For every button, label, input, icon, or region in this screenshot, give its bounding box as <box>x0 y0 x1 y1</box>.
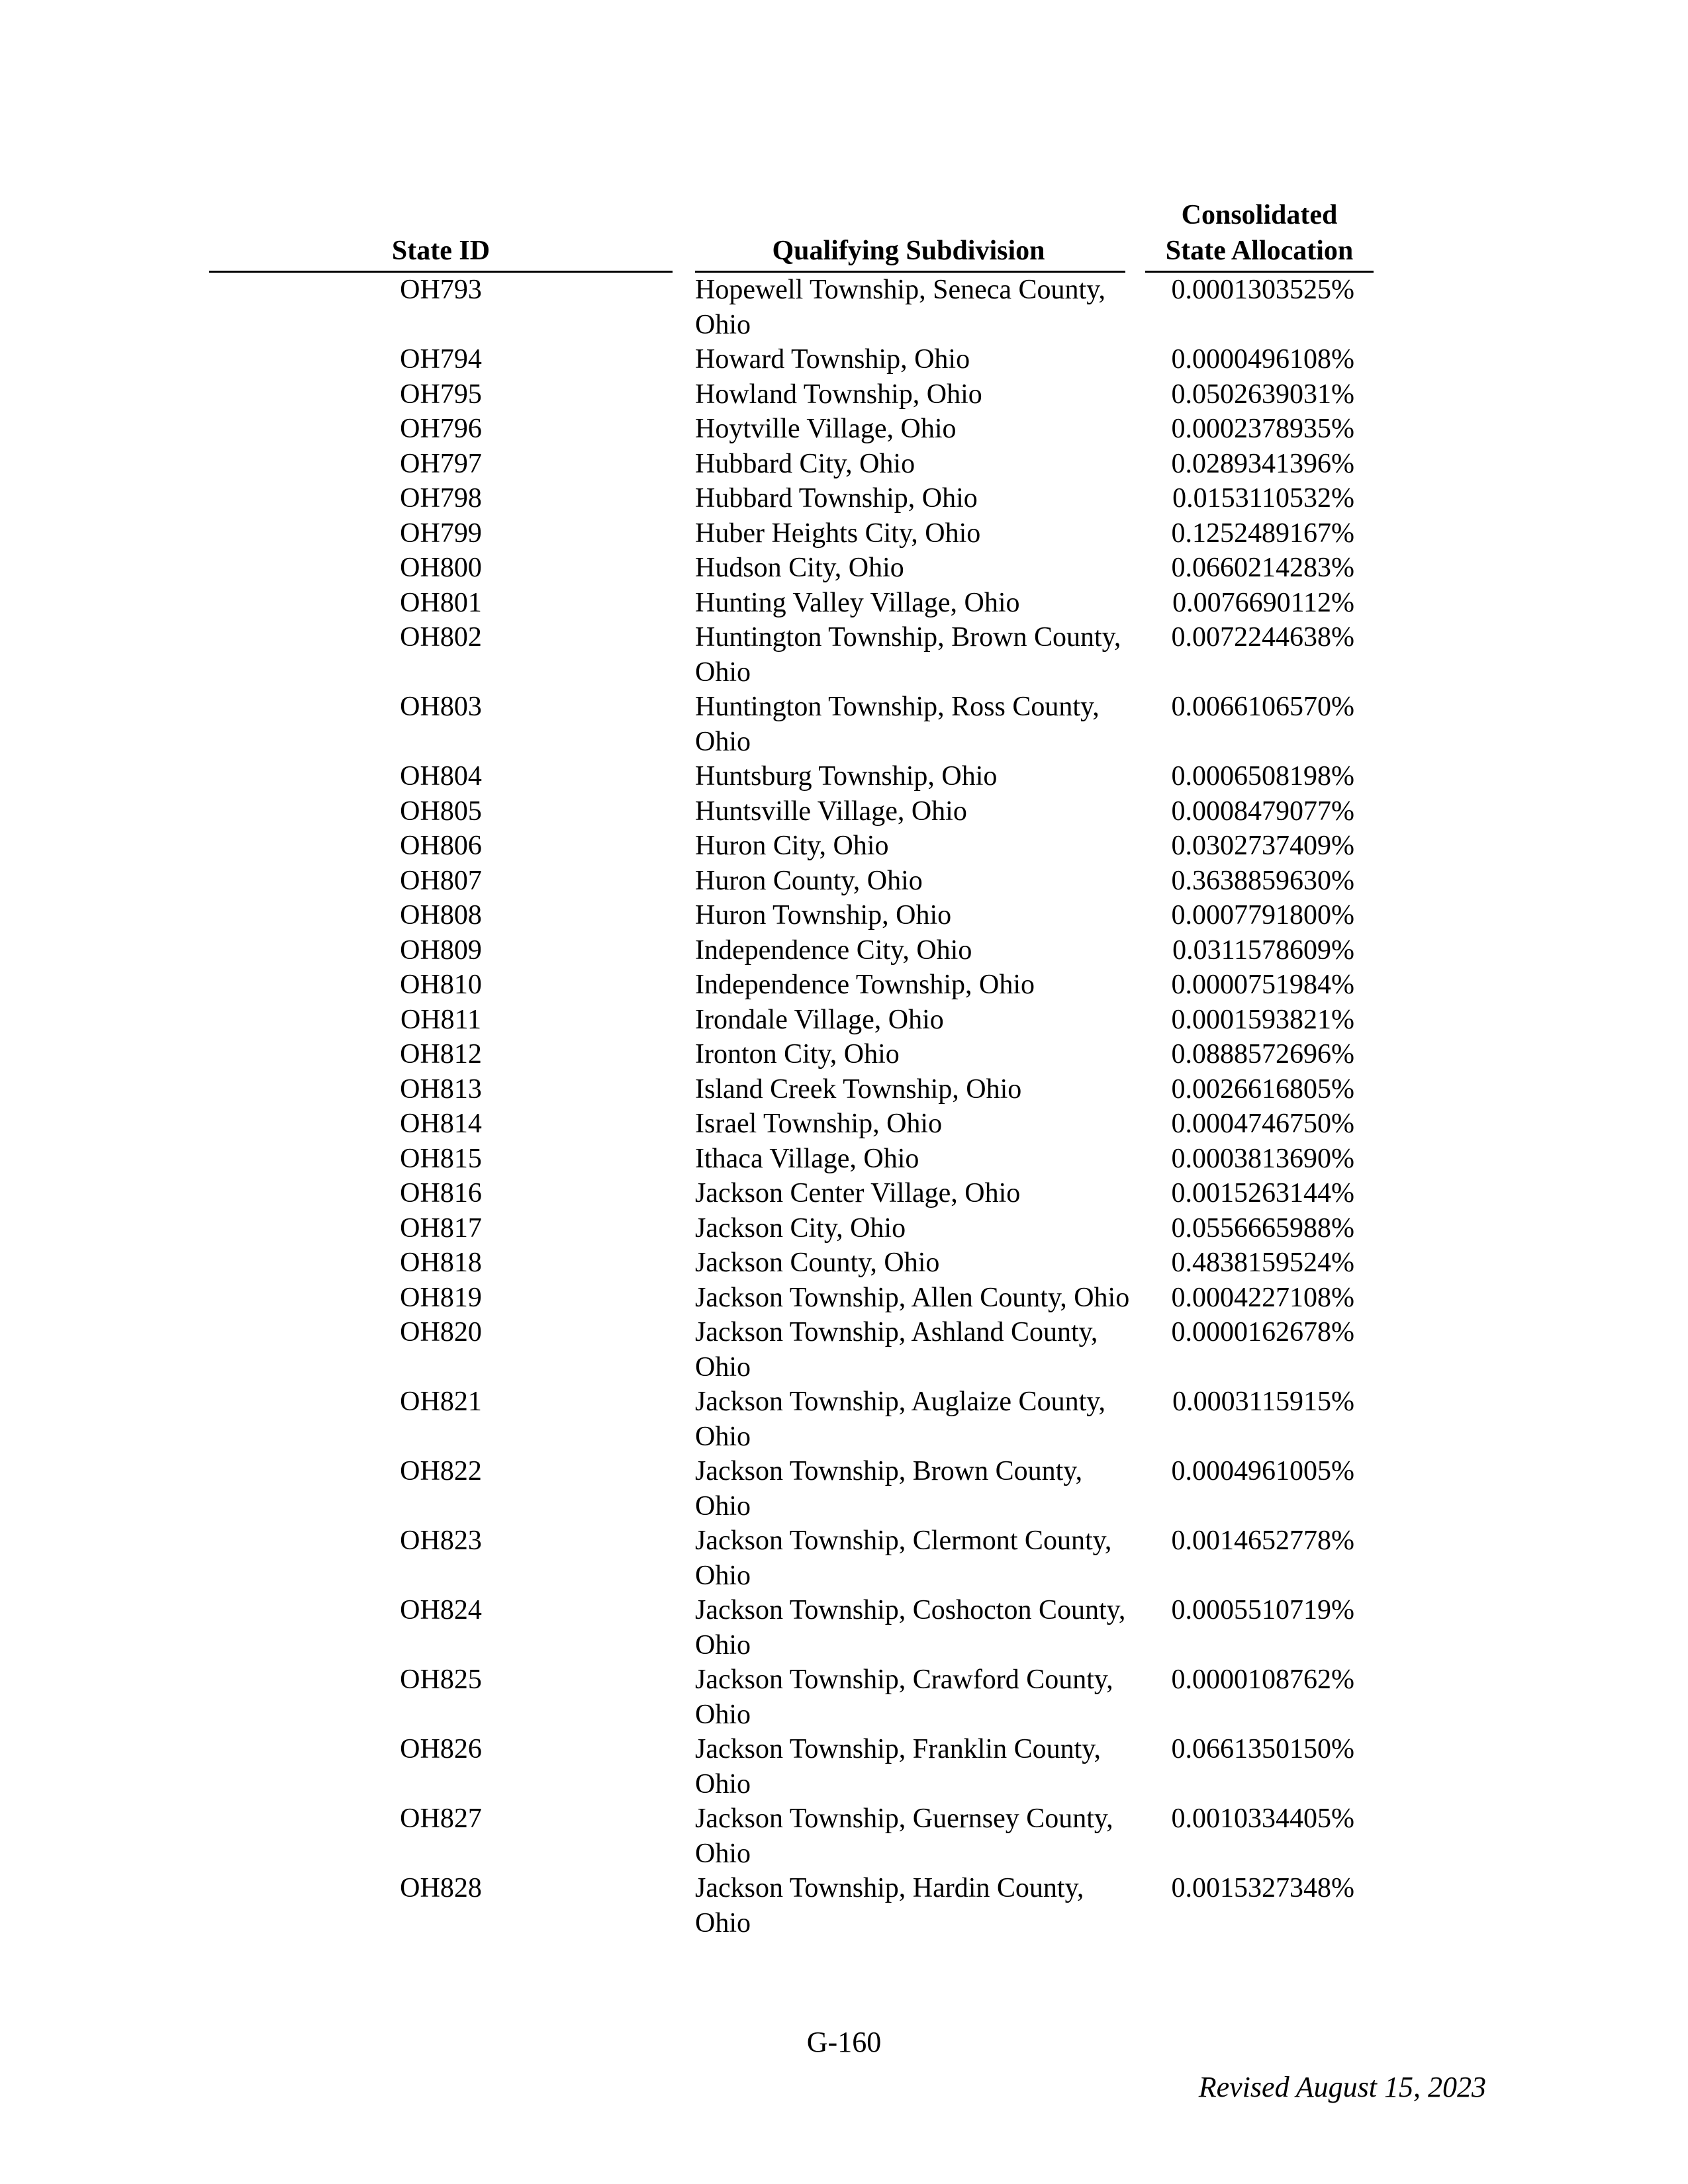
allocation-cell: 0.0888572696% <box>1171 1039 1354 1069</box>
subdivision-cell: Huron Township, Ohio <box>695 900 952 931</box>
table-row <box>0 481 1688 516</box>
allocation-cell: 0.0004746750% <box>1171 1109 1354 1139</box>
table-row <box>0 1315 1688 1385</box>
subdivision-cell: Hoytville Village, Ohio <box>695 414 957 444</box>
subdivision-cell: Jackson Township, Coshocton County, Ohio <box>695 1595 1126 1661</box>
state-id-cell: OH808 <box>400 900 482 931</box>
allocation-cell: 0.0556665988% <box>1171 1212 1354 1244</box>
subdivision-cell: Huntsburg Township, Ohio <box>695 761 998 792</box>
state-id-cell: OH821 <box>400 1387 482 1417</box>
state-id-cell: OH824 <box>400 1595 482 1625</box>
subdivision-cell: Hubbard City, Ohio <box>695 448 915 479</box>
state-id-cell: OH828 <box>400 1873 482 1903</box>
allocation-cell: 0.0006508198% <box>1171 761 1354 792</box>
subdivision-cell: Ithaca Village, Ohio <box>695 1143 919 1174</box>
state-id-cell: OH817 <box>400 1212 482 1244</box>
subdivision-cell: Huber Heights City, Ohio <box>695 518 981 549</box>
subdivision-cell: Huntington Township, Brown County, Ohio <box>695 622 1121 688</box>
state-id-cell: OH805 <box>400 796 482 827</box>
state-id-cell: OH819 <box>400 1282 482 1313</box>
subdivision-cell: Ironton City, Ohio <box>695 1039 900 1069</box>
state-id-cell: OH794 <box>400 344 482 375</box>
subdivision-cell: Hudson City, Ohio <box>695 553 904 583</box>
subdivision-cell: Howard Township, Ohio <box>695 344 970 375</box>
table-row <box>0 551 1688 586</box>
subdivision-cell: Irondale Village, Ohio <box>695 1004 944 1035</box>
state-id-cell: OH804 <box>400 761 482 792</box>
allocation-cell: 0.0008479077% <box>1171 796 1354 827</box>
subdivision-cell: Hubbard Township, Ohio <box>695 483 978 514</box>
subdivision-cell: Jackson Center Village, Ohio <box>695 1178 1021 1208</box>
table-row <box>0 1801 1688 1871</box>
state-id-cell: OH803 <box>400 692 482 722</box>
table-row <box>0 1524 1688 1593</box>
table-row <box>0 1246 1688 1281</box>
table-row <box>0 1211 1688 1246</box>
table-row <box>0 1385 1688 1454</box>
allocation-cell: 0.0000496108% <box>1171 344 1354 375</box>
allocation-cell: 0.0000162678% <box>1171 1317 1354 1347</box>
column-header-allocation-line2: State Allocation <box>1165 236 1354 266</box>
allocation-cell: 0.0004961005% <box>1171 1456 1354 1486</box>
allocation-cell: 0.0660214283% <box>1171 553 1354 583</box>
subdivision-cell: Jackson Township, Crawford County, Ohio <box>695 1664 1113 1730</box>
subdivision-cell: Independence Township, Ohio <box>695 970 1035 1000</box>
subdivision-cell: Jackson City, Ohio <box>695 1212 906 1244</box>
allocation-cell: 0.0289341396% <box>1171 448 1354 479</box>
subdivision-cell: Howland Township, Ohio <box>695 379 982 410</box>
table-row <box>0 794 1688 829</box>
table-row <box>0 898 1688 933</box>
subdivision-cell: Huntsville Village, Ohio <box>695 796 967 827</box>
state-id-cell: OH827 <box>400 1803 482 1834</box>
table-row <box>0 620 1688 690</box>
table-row <box>0 447 1688 482</box>
state-id-cell: OH799 <box>400 518 482 549</box>
allocation-cell: 0.1252489167% <box>1171 518 1354 549</box>
state-id-cell: OH822 <box>400 1456 482 1486</box>
state-id-cell: OH816 <box>400 1178 482 1208</box>
allocation-cell: 0.0015263144% <box>1171 1178 1354 1208</box>
allocation-cell: 0.0000751984% <box>1171 970 1354 1000</box>
table-row <box>0 1281 1688 1316</box>
table-row <box>0 1142 1688 1177</box>
subdivision-cell: Independence City, Ohio <box>695 934 972 966</box>
subdivision-cell: Jackson Township, Hardin County, Ohio <box>695 1873 1084 1938</box>
table-row <box>0 690 1688 759</box>
table-row <box>0 968 1688 1003</box>
allocation-cell: 0.0000108762% <box>1171 1664 1354 1695</box>
table-row <box>0 273 1688 342</box>
allocation-cell: 0.0015327348% <box>1171 1873 1354 1903</box>
state-id-cell: OH812 <box>400 1039 482 1069</box>
state-id-cell: OH800 <box>400 553 482 583</box>
subdivision-cell: Jackson Township, Allen County, Ohio <box>695 1282 1130 1313</box>
table-row <box>0 516 1688 551</box>
state-id-cell: OH820 <box>400 1317 482 1347</box>
table-row <box>0 759 1688 794</box>
state-id-cell: OH806 <box>400 831 482 861</box>
allocation-cell: 0.0005510719% <box>1171 1595 1354 1625</box>
revision-date: Revised August 15, 2023 <box>1198 2071 1486 2103</box>
subdivision-cell: Hunting Valley Village, Ohio <box>695 587 1020 618</box>
subdivision-cell: Huntington Township, Ross County, Ohio <box>695 692 1100 757</box>
table-row <box>0 933 1688 968</box>
allocation-cell: 0.0661350150% <box>1171 1734 1354 1764</box>
allocation-cell: 0.3638859630% <box>1171 865 1354 896</box>
table-row <box>0 864 1688 899</box>
allocation-cell: 0.0153110532% <box>1172 483 1354 514</box>
table-row <box>0 1107 1688 1142</box>
table-row <box>0 1037 1688 1072</box>
table-row <box>0 412 1688 447</box>
state-id-cell: OH814 <box>400 1109 482 1139</box>
state-id-cell: OH807 <box>400 865 482 896</box>
allocation-cell: 0.0014652778% <box>1171 1525 1354 1556</box>
table-row <box>0 377 1688 412</box>
state-id-cell: OH795 <box>400 379 482 410</box>
table-row <box>0 829 1688 864</box>
state-id-cell: OH826 <box>400 1734 482 1764</box>
state-id-cell: OH811 <box>400 1004 482 1035</box>
page-number: G-160 <box>806 2026 882 2058</box>
subdivision-cell: Huron County, Ohio <box>695 865 923 896</box>
allocation-cell: 0.0001303525% <box>1171 275 1354 305</box>
allocation-cell: 0.0007791800% <box>1171 900 1354 931</box>
allocation-table-body <box>0 273 1688 1940</box>
table-row <box>0 1662 1688 1732</box>
column-header-state-id: State ID <box>391 236 491 266</box>
state-id-cell: OH802 <box>400 622 482 653</box>
subdivision-cell: Jackson Township, Ashland County, Ohio <box>695 1317 1098 1383</box>
table-row <box>0 1871 1688 1940</box>
subdivision-cell: Jackson Township, Auglaize County, Ohio <box>695 1387 1106 1452</box>
state-id-cell: OH801 <box>400 587 482 618</box>
state-id-cell: OH825 <box>400 1664 482 1695</box>
subdivision-cell: Island Creek Township, Ohio <box>695 1073 1022 1105</box>
column-header-allocation <box>1145 197 1374 269</box>
state-id-cell: OH815 <box>400 1143 482 1174</box>
state-id-cell: OH818 <box>400 1248 482 1278</box>
table-row <box>0 1454 1688 1524</box>
subdivision-cell: Jackson Township, Clermont County, Ohio <box>695 1525 1112 1591</box>
subdivision-cell: Israel Township, Ohio <box>695 1109 943 1139</box>
table-row <box>0 1732 1688 1801</box>
allocation-cell: 0.0003813690% <box>1171 1143 1354 1174</box>
table-row <box>0 1003 1688 1038</box>
state-id-cell: OH798 <box>400 483 482 514</box>
subdivision-cell: Jackson Township, Franklin County, Ohio <box>695 1734 1102 1799</box>
allocation-cell: 0.0026616805% <box>1171 1073 1354 1105</box>
subdivision-cell: Hopewell Township, Seneca County, Ohio <box>695 275 1105 340</box>
table-row <box>0 586 1688 621</box>
allocation-cell: 0.0003115915% <box>1172 1387 1354 1417</box>
column-header-qualifying-subdivision: Qualifying Subdivision <box>772 236 1045 266</box>
state-id-cell: OH810 <box>400 970 482 1000</box>
allocation-cell: 0.0302737409% <box>1171 831 1354 861</box>
state-id-cell: OH823 <box>400 1525 482 1556</box>
allocation-cell: 0.0004227108% <box>1171 1282 1354 1313</box>
allocation-cell: 0.0010334405% <box>1171 1803 1354 1834</box>
state-id-cell: OH793 <box>400 275 482 305</box>
allocation-cell: 0.0311578609% <box>1172 934 1354 966</box>
state-id-cell: OH796 <box>400 414 482 444</box>
column-header-allocation-line1: Consolidated <box>1181 200 1338 230</box>
subdivision-cell: Jackson County, Ohio <box>695 1248 940 1278</box>
subdivision-cell: Jackson Township, Brown County, Ohio <box>695 1456 1083 1522</box>
allocation-cell: 0.0066106570% <box>1171 692 1354 722</box>
table-row <box>0 342 1688 377</box>
table-row <box>0 1072 1688 1107</box>
allocation-cell: 0.0076690112% <box>1172 587 1354 618</box>
allocation-cell: 0.4838159524% <box>1171 1248 1354 1278</box>
state-id-cell: OH813 <box>400 1073 482 1105</box>
state-id-cell: OH797 <box>400 448 482 479</box>
state-id-cell: OH809 <box>400 934 482 966</box>
allocation-cell: 0.0002378935% <box>1171 414 1354 444</box>
subdivision-cell: Huron City, Ohio <box>695 831 889 861</box>
allocation-cell: 0.0001593821% <box>1171 1004 1354 1035</box>
table-row <box>0 1176 1688 1211</box>
subdivision-cell: Jackson Township, Guernsey County, Ohio <box>695 1803 1113 1869</box>
allocation-cell: 0.0072244638% <box>1171 622 1354 653</box>
table-row <box>0 1593 1688 1662</box>
allocation-cell: 0.0502639031% <box>1171 379 1354 410</box>
